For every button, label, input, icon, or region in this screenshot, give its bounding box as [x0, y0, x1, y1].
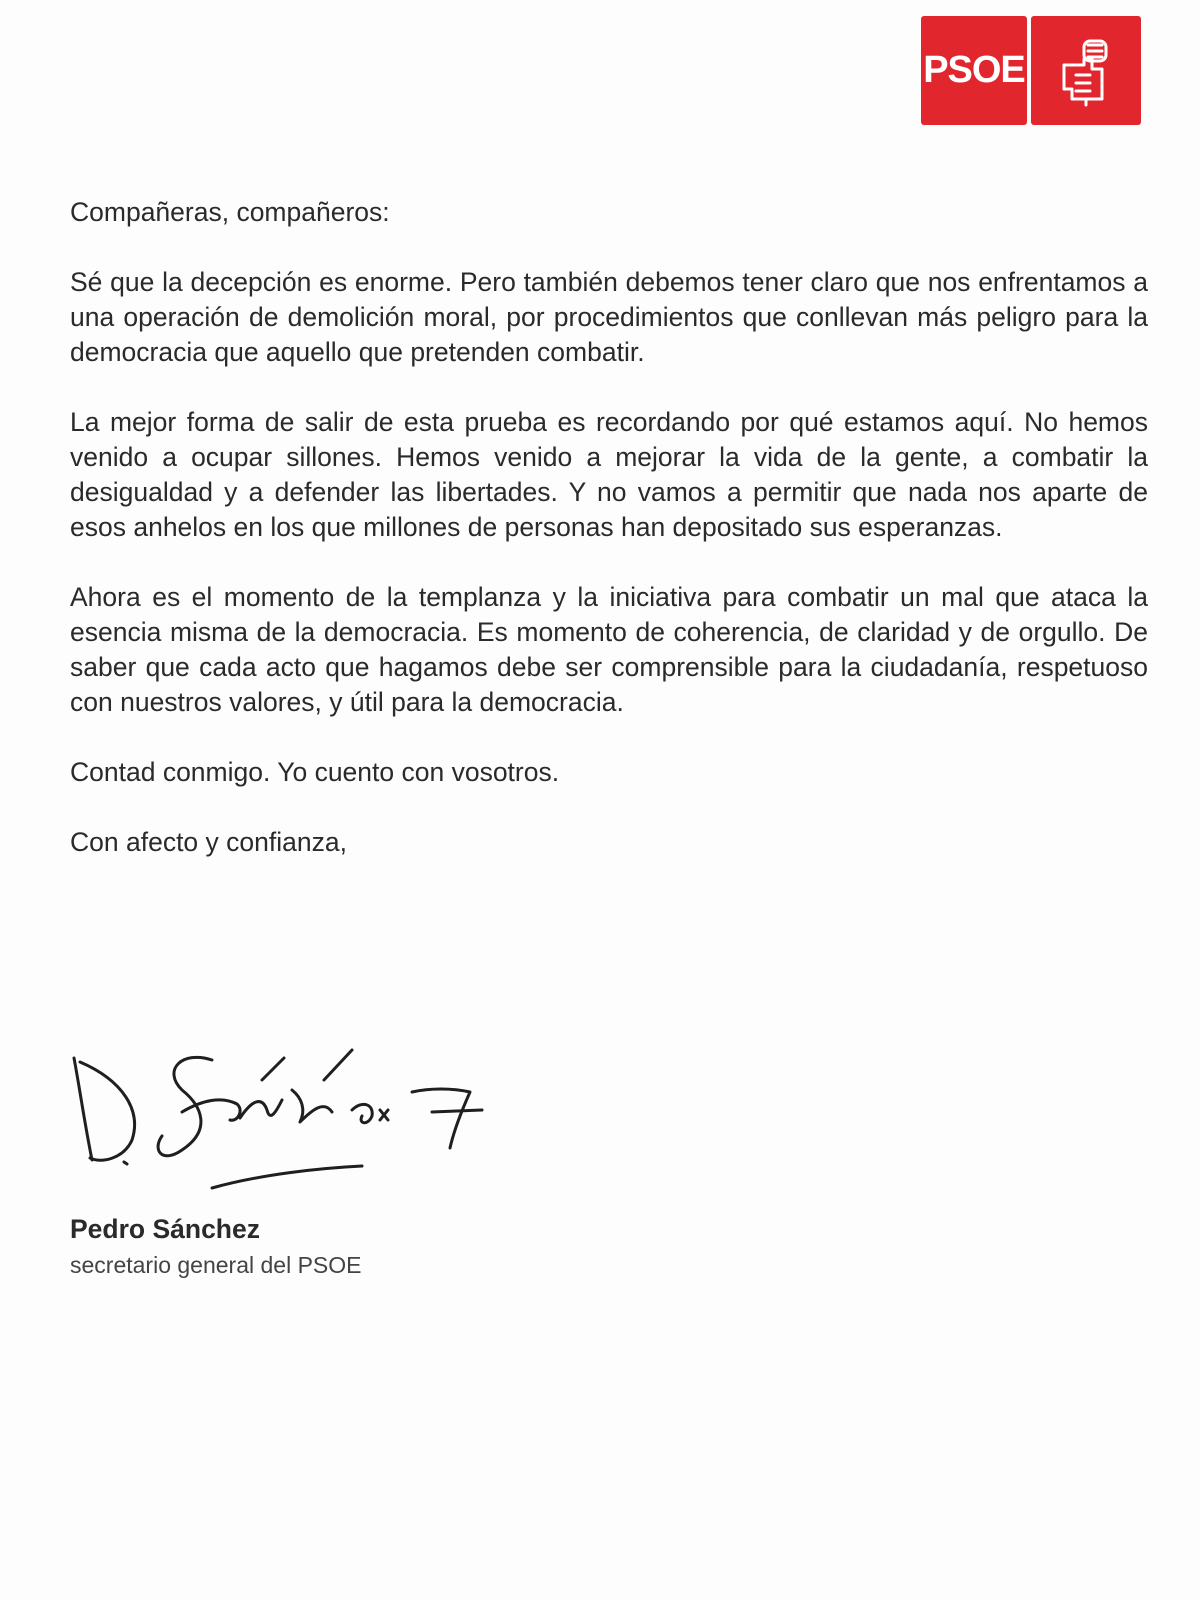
paragraph-2: La mejor forma de salir de esta prueba es recordando por qué estamos aquí. No hemos venido a ocupar sillones. Hemos venido a mejorar la vida de la gente, a combatir la desigualdad y a defender las libertades. Y no vamos a permitir que nada nos aparte de esos anhelos en los que millones de personas han depositado sus esperanzas.	[70, 407, 1148, 542]
letter-body	[70, 195, 1148, 895]
fist-rose-icon	[1046, 31, 1126, 111]
signer-role: secretario general del PSOE	[70, 1252, 362, 1278]
paragraph-3: Ahora es el momento de la templanza y la iniciativa para combatir un mal que ataca la esencia misma de la democracia. Es momento de coherencia, de claridad y de orgullo. De saber que cada acto que hagamos debe ser comprensible para la ciudadanía, respetuoso con nuestros valores, y útil para la democracia.	[70, 582, 1148, 717]
logo-text: PSOE	[923, 49, 1025, 91]
salutation: Compañeras, compañeros:	[70, 197, 390, 227]
logo-text-box	[921, 16, 1027, 125]
handwritten-signature	[62, 1040, 522, 1220]
logo-fist-rose-icon-box	[1031, 16, 1141, 125]
closing: Con afecto y confianza,	[70, 827, 347, 857]
paragraph-4: Contad conmigo. Yo cuento con vosotros.	[70, 757, 560, 787]
signer-name: Pedro Sánchez	[70, 1214, 260, 1244]
psoe-logo	[921, 16, 1141, 125]
paragraph-1: Sé que la decepción es enorme. Pero también debemos tener claro que nos enfrentamos a una operación de demolición moral, por procedimientos que conllevan más peligro para la democracia que aquello que pretenden combatir.	[70, 267, 1148, 367]
